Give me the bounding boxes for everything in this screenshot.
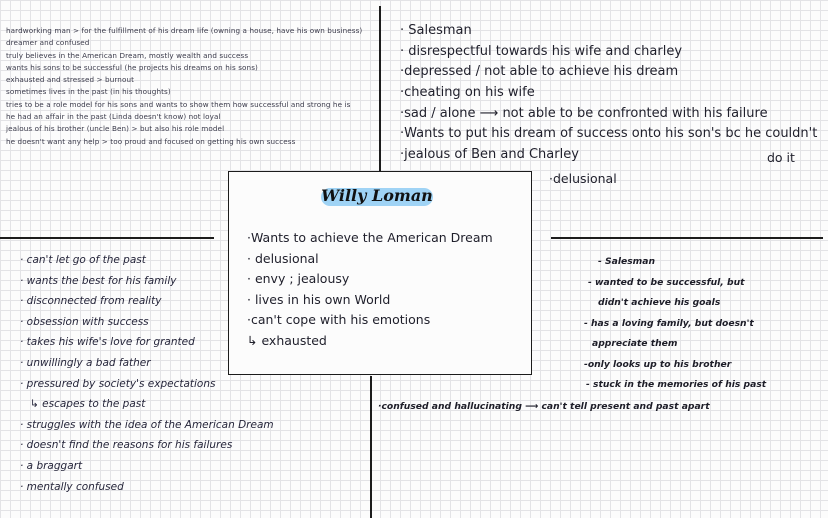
bl-note: ↳ escapes to the past xyxy=(30,398,146,411)
center-list xyxy=(247,232,493,356)
bl-note: · a braggart xyxy=(20,459,83,472)
tr-note: · Salesman xyxy=(400,23,472,38)
top-right-notes xyxy=(400,24,817,169)
tl-note: exhausted and stressed > burnout xyxy=(6,75,135,85)
bl-note: · unwillingly a bad father xyxy=(20,356,151,369)
right-horizontal-divider xyxy=(551,237,823,239)
tr-note: ·Wants to put his dream of success onto his son's bc he couldn't xyxy=(400,126,818,142)
tl-note: wants his sons to be successful (he projects his dreams on his sons) xyxy=(6,62,258,72)
tl-note: jealous of his brother (uncle Ben) > but also his role model xyxy=(6,124,225,134)
page-title: Willy Loman xyxy=(321,186,433,205)
br-note-wide: ·confused and hallucinating ⟶ can't tell present and past apart xyxy=(378,401,710,412)
bl-note: · mentally confused xyxy=(20,480,124,493)
bottom-left-notes xyxy=(20,255,274,502)
tr-note: · disrespectful towards his wife and charley xyxy=(400,43,683,59)
br-note: didn't achieve his goals xyxy=(598,297,721,308)
br-note: - has a loving family, but doesn't xyxy=(584,317,754,329)
center-item: · lives in his own World xyxy=(247,291,391,307)
title-wrap xyxy=(321,184,433,208)
bl-note: · disconnected from reality xyxy=(20,295,162,308)
tl-note: dreamer and confused xyxy=(6,38,90,48)
center-item: · delusional xyxy=(247,250,319,266)
br-note: appreciate them xyxy=(592,338,678,349)
tl-note: hardworking man > for the fulfillment of his dream life (owning a house, have his own business) xyxy=(6,26,363,35)
tl-note: sometimes lives in the past (in his thoughts) xyxy=(6,87,171,97)
br-note: - stuck in the memories of his past xyxy=(586,379,767,390)
tl-note: tries to be a role model for his sons and wants to show them how successful and strong he is xyxy=(6,99,351,109)
top-vertical-divider xyxy=(379,6,381,172)
tr-note-delusional: ·delusional xyxy=(549,171,617,186)
bl-note: · doesn't find the reasons for his failures xyxy=(20,439,233,452)
left-horizontal-divider xyxy=(0,237,214,239)
tl-note: truly believes in the American Dream, mostly wealth and success xyxy=(6,50,249,60)
tr-note: ·depressed / not able to achieve his dream xyxy=(400,64,679,80)
bottom-right-notes xyxy=(584,257,766,401)
br-note: - Salesman xyxy=(598,256,655,267)
br-note: -only looks up to his brother xyxy=(584,358,732,370)
bl-note: · takes his wife's love for granted xyxy=(20,336,195,349)
tr-note-continuation: do it xyxy=(767,150,795,165)
center-item: ·can't cope with his emotions xyxy=(247,312,431,328)
center-item: ↳ exhausted xyxy=(247,332,327,348)
tr-note: ·cheating on his wife xyxy=(400,85,535,101)
tr-note: ·jealous of Ben and Charley xyxy=(400,147,579,163)
center-item: ·Wants to achieve the American Dream xyxy=(247,230,493,245)
bl-note: · can't let go of the past xyxy=(20,254,146,266)
bottom-vertical-divider xyxy=(370,376,372,518)
br-note: - wanted to be successful, but xyxy=(588,276,745,288)
center-item: · envy ; jealousy xyxy=(247,271,350,287)
bl-note: · obsession with success xyxy=(20,315,149,328)
bl-note: · wants the best for his family xyxy=(20,274,177,287)
top-left-notes xyxy=(6,27,378,150)
tl-note: he had an affair in the past (Linda doesn't know) not loyal xyxy=(6,112,221,122)
bl-note: · pressured by society's expectations xyxy=(20,377,216,390)
tr-note: ·sad / alone ⟶ not able to be confronted with his failure xyxy=(400,105,768,121)
tl-note: he doesn't want any help > too proud and focused on getting his own success xyxy=(6,136,296,146)
bl-note: · struggles with the idea of the American Dream xyxy=(20,418,274,431)
